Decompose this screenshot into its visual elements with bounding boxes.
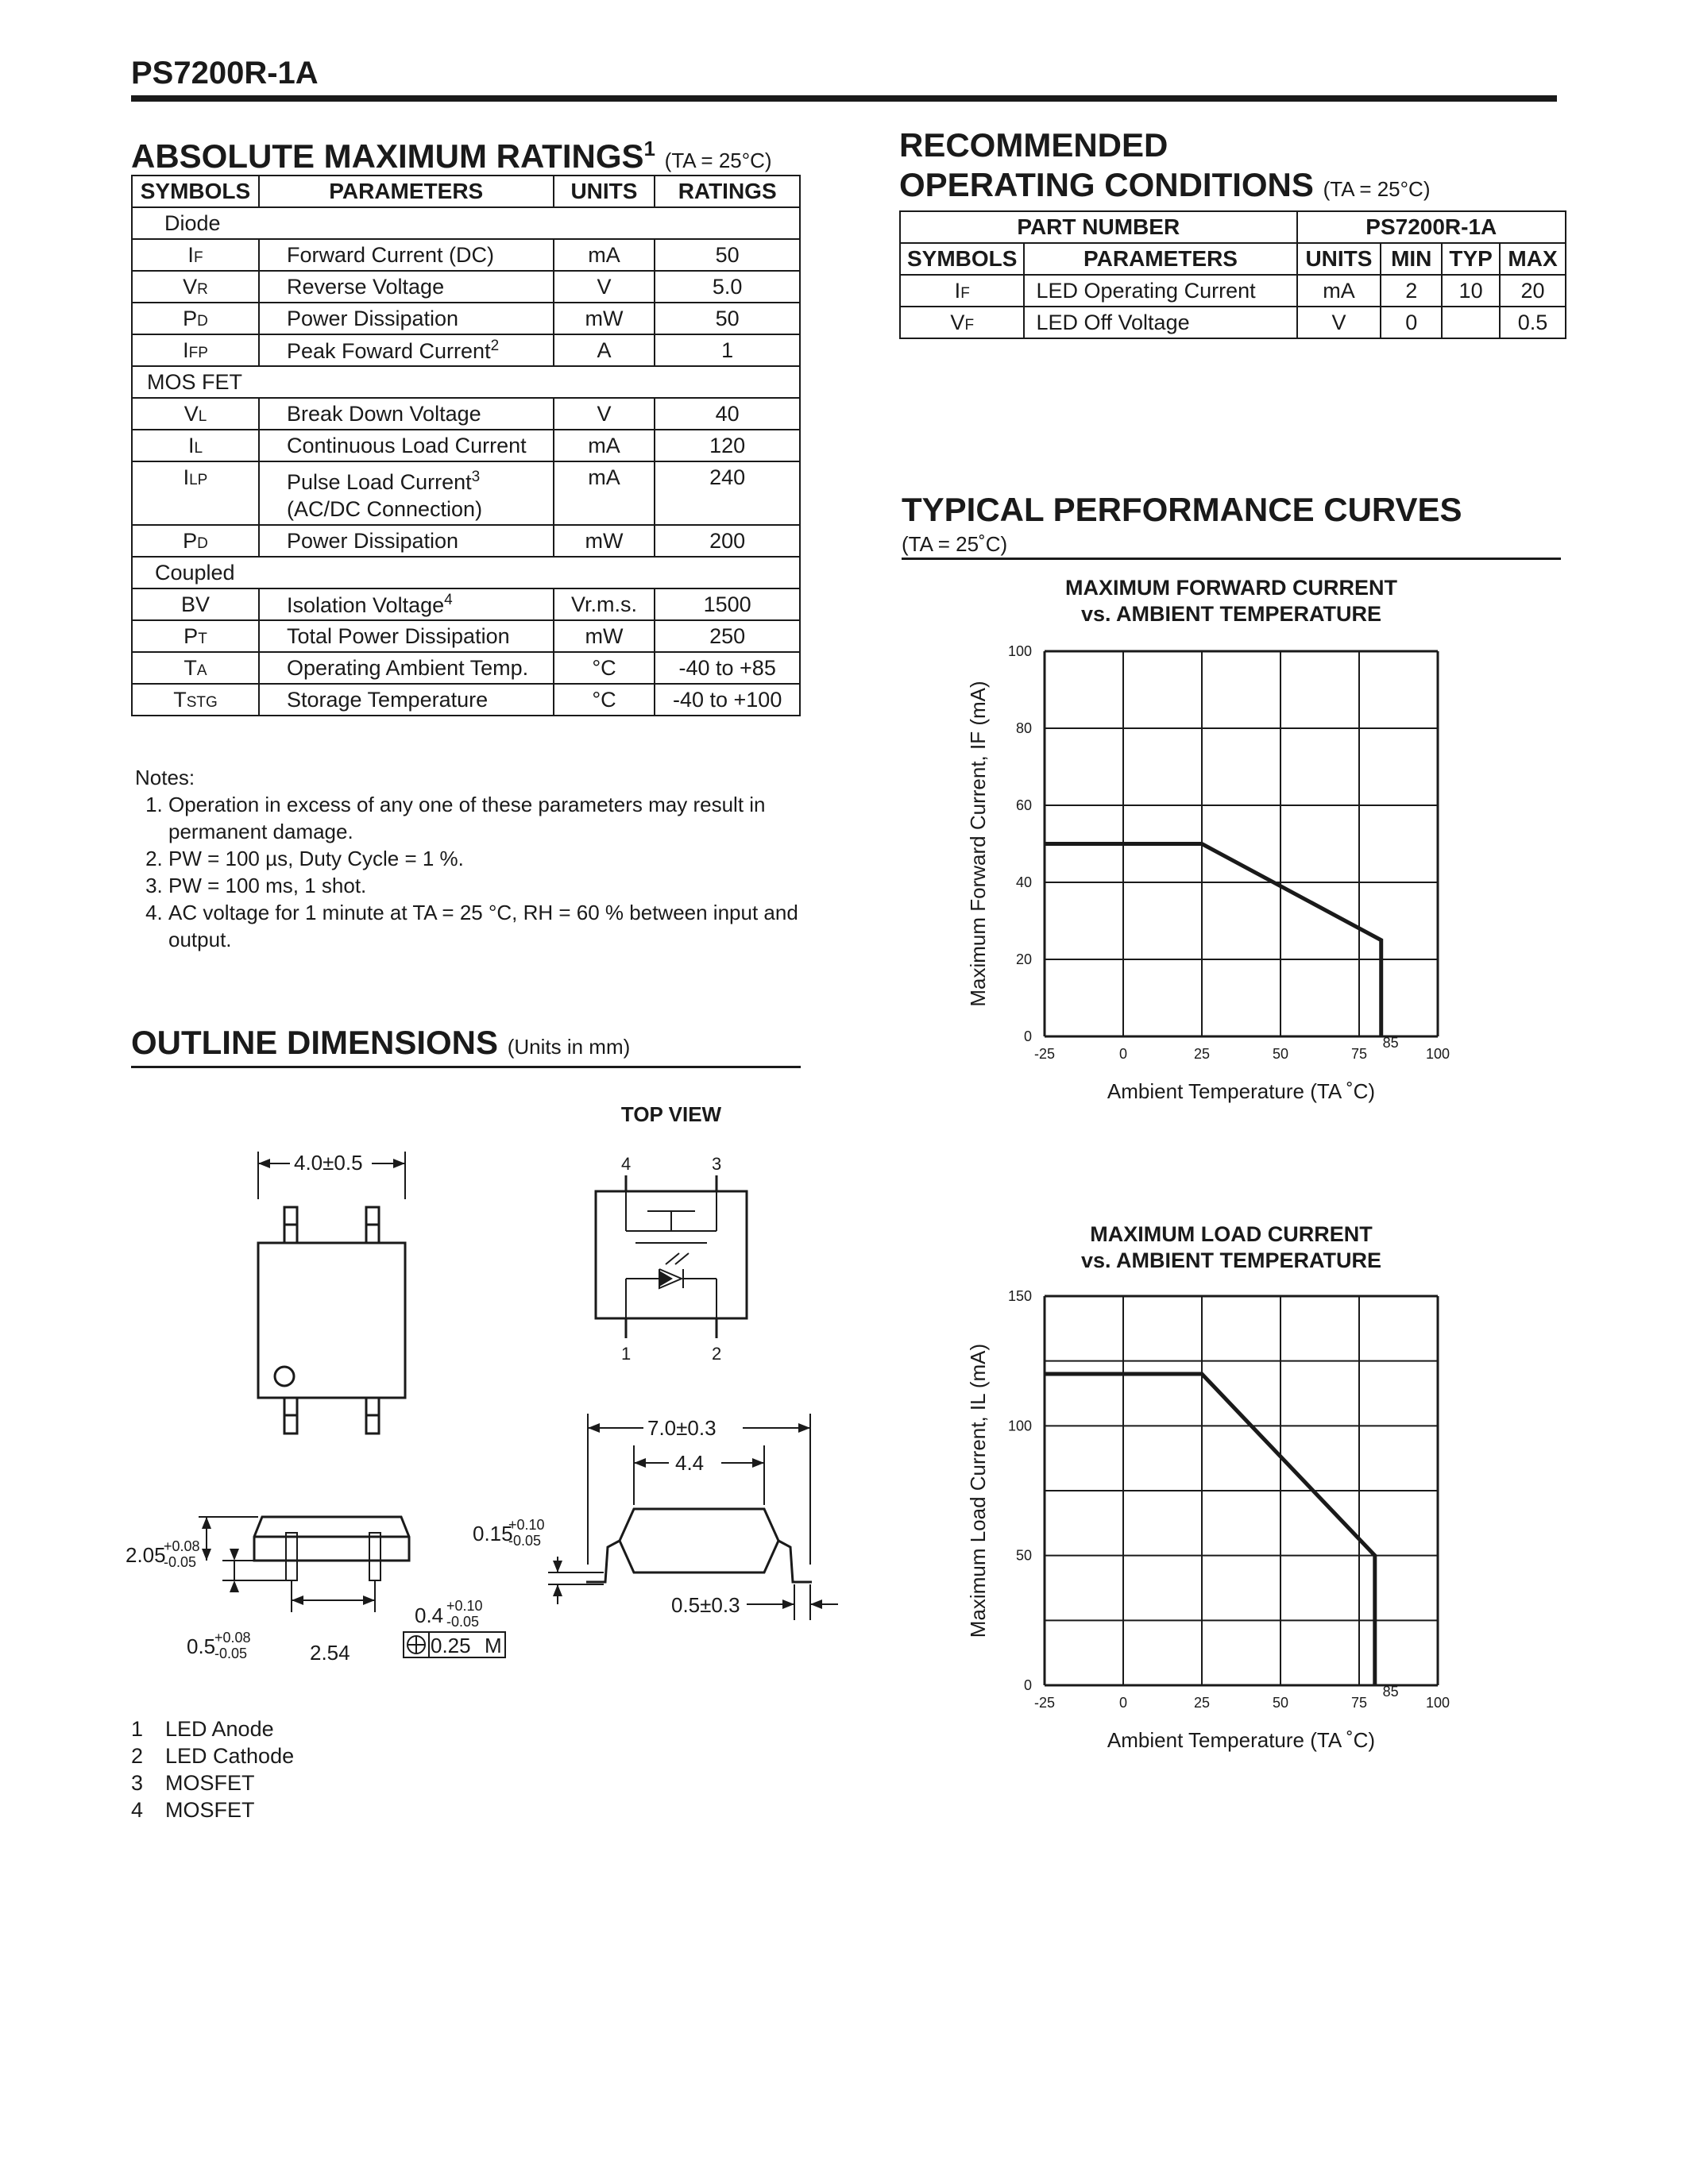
table-row	[900, 307, 1566, 338]
sym: V	[183, 401, 199, 426]
note-item: 4. AC voltage for 1 minute at TA = 25 °C, RH = 60 % between input and output.	[168, 899, 802, 953]
package-body-top	[258, 1243, 405, 1398]
unit: mA	[554, 430, 655, 461]
amr-title-sup: 1	[643, 137, 655, 160]
dim-width: 4.0±0.5	[294, 1151, 363, 1175]
roc-part-label: PART NUMBER	[900, 211, 1297, 243]
outline-rule	[131, 1066, 801, 1068]
x-axis-label: Ambient Temperature (TA ˚C)	[1107, 1728, 1376, 1752]
dim-lead-width: 0.4	[415, 1603, 444, 1627]
pin-desc: MOSFET	[165, 1771, 255, 1795]
unit: V	[554, 271, 655, 303]
min: 2	[1381, 275, 1442, 307]
sym-sub: D	[197, 312, 208, 330]
dim-mmc: M	[485, 1634, 502, 1657]
list-item	[131, 1742, 294, 1769]
sym-sub: A	[196, 662, 207, 679]
outline-title: OUTLINE DIMENSIONS	[131, 1024, 499, 1061]
dim-standoff: 0.5	[187, 1634, 216, 1658]
rating: -40 to +100	[655, 684, 800, 716]
amr-table	[131, 175, 801, 716]
notes-title: Notes:	[135, 766, 195, 789]
table-row	[132, 652, 800, 684]
pin-number: 3	[131, 1771, 144, 1795]
x-tick-label: 100	[1425, 1046, 1450, 1062]
y-tick-label: 0	[1023, 1028, 1032, 1044]
x-tick-label: -25	[1033, 1695, 1056, 1711]
table-row	[132, 684, 800, 716]
series-line-IL	[1045, 1374, 1375, 1685]
y-tick-label: 100	[1007, 1418, 1032, 1434]
roc-condition: (TA = 25°C)	[1323, 177, 1431, 201]
rating: 250	[655, 620, 800, 652]
y-axis-label: Maximum Load Current, IL (mA)	[966, 1343, 990, 1638]
table-row	[132, 334, 800, 366]
param: Power Dissipation	[286, 528, 459, 553]
dim-body: 4.4	[675, 1451, 705, 1475]
table-row	[132, 430, 800, 461]
sym: T	[173, 687, 187, 712]
param: Pulse Load Current	[286, 470, 472, 494]
dim-lead-thk-tol-minus: -0.05	[508, 1533, 542, 1549]
roc-col-symbols: SYMBOLS	[900, 243, 1024, 275]
x-tick-label: 25	[1193, 1695, 1211, 1711]
sym: P	[183, 306, 198, 330]
list-item	[131, 1769, 294, 1796]
dim-lead-thickness: 0.15	[473, 1522, 513, 1545]
dim-lead-thk-tol-plus: +0.10	[508, 1517, 545, 1533]
param-sup: 2	[490, 337, 500, 354]
dim-standoff-tol-minus: -0.05	[214, 1646, 248, 1661]
pin-list	[131, 1715, 294, 1823]
sym-sub: LP	[189, 472, 208, 488]
x-tick-label: 75	[1350, 1046, 1368, 1062]
roc-header-row	[900, 243, 1566, 275]
rating: 1	[655, 334, 800, 366]
unit: mA	[554, 239, 655, 271]
sym: V	[950, 310, 965, 334]
param: Reverse Voltage	[286, 274, 445, 299]
param: Isolation Voltage	[286, 592, 445, 617]
package-end	[620, 1509, 778, 1572]
x-tick-label: 0	[1118, 1046, 1128, 1062]
unit: V	[1297, 307, 1381, 338]
y-tick-label: 150	[1007, 1288, 1032, 1304]
sym: I	[187, 242, 194, 267]
typ	[1442, 307, 1500, 338]
param-sup: 3	[471, 469, 481, 485]
outline-condition: (Units in mm)	[507, 1035, 631, 1059]
x-tick-label: 50	[1272, 1046, 1289, 1062]
roc-heading-line1: RECOMMENDED	[899, 126, 1168, 164]
x-tick-label: 0	[1118, 1695, 1128, 1711]
pin1-marker	[275, 1367, 294, 1386]
unit: mW	[554, 303, 655, 334]
x-axis-label: Ambient Temperature (TA ˚C)	[1107, 1079, 1376, 1103]
unit: °C	[554, 684, 655, 716]
dim-foot: 0.5±0.3	[671, 1593, 740, 1617]
rating: 50	[655, 303, 800, 334]
y-tick-label: 0	[1023, 1677, 1032, 1693]
note-item: 2. PW = 100 µs, Duty Cycle = 1 %.	[168, 845, 802, 872]
sym: I	[187, 433, 195, 457]
rating: 120	[655, 430, 800, 461]
dim-pitch: 2.54	[310, 1641, 350, 1665]
amr-group-mosfet: MOS FET	[132, 366, 800, 398]
param: Operating Ambient Temp.	[286, 655, 529, 680]
sym-sub: L	[198, 407, 207, 425]
rating: 240	[655, 461, 800, 525]
unit: mA	[1297, 275, 1381, 307]
amr-header-row	[132, 176, 800, 207]
x-tick-label: 100	[1425, 1695, 1450, 1711]
sym: BV	[180, 592, 210, 616]
amr-heading	[131, 129, 772, 180]
dim-height-tol-plus: +0.08	[164, 1538, 200, 1554]
param: LED Operating Current	[1024, 275, 1296, 307]
sym-sub: STG	[186, 693, 218, 711]
max: 20	[1500, 275, 1566, 307]
table-row	[132, 271, 800, 303]
rating: -40 to +85	[655, 652, 800, 684]
unit: °C	[554, 652, 655, 684]
roc-table	[899, 210, 1566, 339]
pin-label-1: 1	[621, 1344, 632, 1364]
roc-col-typ: TYP	[1442, 243, 1500, 275]
roc-title: OPERATING CONDITIONS	[899, 166, 1314, 203]
amr-col-parameters: PARAMETERS	[259, 176, 554, 207]
y-tick-label: 20	[1015, 951, 1032, 967]
y-tick-label: 40	[1015, 874, 1032, 890]
outline-heading	[131, 1023, 630, 1067]
unit: A	[554, 334, 655, 366]
pin-number: 4	[131, 1798, 144, 1822]
y-tick-label: 50	[1015, 1547, 1032, 1564]
notes-list	[135, 791, 802, 953]
title-rule	[131, 95, 1557, 102]
sym-sub: D	[197, 534, 208, 552]
list-item	[131, 1715, 294, 1742]
tpc-heading: TYPICAL PERFORMANCE CURVES	[902, 491, 1462, 528]
top-view-label: TOP VIEW	[620, 1102, 722, 1126]
dim-lead-width-tol-minus: -0.05	[446, 1614, 480, 1630]
notes	[135, 764, 802, 953]
amr-group-diode: Diode	[132, 207, 800, 239]
dim-height: 2.05	[126, 1543, 166, 1567]
roc-col-units: UNITS	[1297, 243, 1381, 275]
param: Storage Temperature	[286, 687, 489, 712]
package-side	[254, 1517, 409, 1561]
dim-position-tol: 0.25	[431, 1634, 471, 1657]
table-row	[132, 588, 800, 620]
note-item: 3. PW = 100 ms, 1 shot.	[168, 872, 802, 899]
amr-col-ratings: RATINGS	[655, 176, 800, 207]
param-line2: (AC/DC Connection)	[286, 497, 483, 521]
y-tick-label: 100	[1007, 643, 1032, 659]
unit: V	[554, 398, 655, 430]
dim-height-tol-minus: -0.05	[164, 1554, 197, 1570]
rating: 50	[655, 239, 800, 271]
unit: mA	[554, 461, 655, 525]
x-tick-label-extra: 85	[1382, 1035, 1399, 1051]
table-row	[132, 620, 800, 652]
unit: mW	[554, 620, 655, 652]
param: Forward Current (DC)	[286, 242, 495, 267]
x-tick-label: 25	[1193, 1046, 1211, 1062]
table-row	[132, 398, 800, 430]
dim-standoff-tol-plus: +0.08	[214, 1630, 251, 1646]
rating: 5.0	[655, 271, 800, 303]
min: 0	[1381, 307, 1442, 338]
sym-sub: F	[964, 316, 975, 334]
amr-title: ABSOLUTE MAXIMUM RATINGS	[131, 137, 644, 175]
param: LED Off Voltage	[1024, 307, 1296, 338]
roc-col-max: MAX	[1500, 243, 1566, 275]
chart-load-current	[953, 1280, 1477, 1757]
y-tick-label: 80	[1015, 720, 1032, 736]
param-sup: 4	[444, 591, 453, 608]
pin-number: 2	[131, 1744, 144, 1768]
amr-col-symbols: SYMBOLS	[132, 176, 259, 207]
param: Break Down Voltage	[286, 401, 481, 426]
param: Peak Foward Current	[286, 338, 491, 363]
max: 0.5	[1500, 307, 1566, 338]
dim-lead-width-tol-plus: +0.10	[446, 1598, 483, 1614]
chart-forward-current	[953, 635, 1477, 1112]
unit: Vr.m.s.	[554, 588, 655, 620]
document-title: PS7200R-1A	[131, 56, 319, 91]
table-row	[900, 275, 1566, 307]
rating: 1500	[655, 588, 800, 620]
roc-heading-line2	[899, 165, 1430, 209]
chart2-title-line1: MAXIMUM LOAD CURRENT	[1090, 1222, 1373, 1246]
rating: 200	[655, 525, 800, 557]
unit: mW	[554, 525, 655, 557]
sym-sub: L	[194, 439, 203, 457]
note-item: 1. Operation in excess of any one of these parameters may result in permanent damage.	[168, 791, 802, 845]
roc-col-parameters: PARAMETERS	[1024, 243, 1296, 275]
pin-label-2: 2	[712, 1344, 722, 1364]
pin-label-4: 4	[621, 1154, 632, 1174]
sym: T	[183, 655, 197, 680]
param: Total Power Dissipation	[286, 623, 510, 648]
x-tick-label: -25	[1033, 1046, 1056, 1062]
series-line-IF	[1045, 844, 1381, 1037]
sym-sub: F	[960, 284, 970, 302]
list-item	[131, 1796, 294, 1823]
table-row	[132, 239, 800, 271]
sym-sub: T	[198, 630, 207, 647]
amr-group-coupled: Coupled	[132, 557, 800, 588]
typ: 10	[1442, 275, 1500, 307]
sym: P	[183, 623, 199, 648]
chart1-title	[1017, 575, 1446, 627]
amr-condition: (TA = 25°C)	[664, 149, 772, 172]
pin-number: 1	[131, 1717, 144, 1741]
sym-sub: R	[197, 280, 208, 298]
roc-part-value: PS7200R-1A	[1297, 211, 1566, 243]
sym-sub: FP	[188, 344, 208, 361]
table-row	[132, 303, 800, 334]
x-tick-label: 50	[1272, 1695, 1289, 1711]
chart2-title	[1017, 1221, 1446, 1274]
roc-col-min: MIN	[1381, 243, 1442, 275]
chart1-title-line2: vs. AMBIENT TEMPERATURE	[1080, 602, 1382, 626]
sym: I	[183, 465, 190, 489]
y-tick-label: 60	[1015, 797, 1032, 813]
pin-desc: LED Cathode	[165, 1744, 295, 1768]
amr-col-units: UNITS	[554, 176, 655, 207]
x-tick-label-extra: 85	[1382, 1684, 1399, 1700]
sym: P	[183, 528, 198, 553]
chart2-title-line2: vs. AMBIENT TEMPERATURE	[1080, 1248, 1382, 1272]
sym: I	[954, 278, 961, 303]
x-tick-label: 75	[1350, 1695, 1368, 1711]
sym: I	[183, 338, 189, 362]
tpc-condition: (TA = 25˚C)	[902, 532, 1008, 556]
tpc-rule	[902, 558, 1561, 560]
pin-desc: MOSFET	[165, 1798, 255, 1822]
dim-overall: 7.0±0.3	[647, 1416, 717, 1440]
sym: V	[183, 274, 198, 299]
param: Continuous Load Current	[286, 433, 527, 457]
chart1-title-line1: MAXIMUM FORWARD CURRENT	[1065, 576, 1397, 600]
outline-drawing	[119, 1096, 866, 1700]
y-axis-label: Maximum Forward Current, IF (mA)	[966, 681, 990, 1007]
param: Power Dissipation	[286, 306, 459, 330]
rating: 40	[655, 398, 800, 430]
pin-desc: LED Anode	[165, 1717, 274, 1741]
sym-sub: F	[193, 249, 203, 266]
table-row	[132, 461, 800, 525]
table-row	[132, 525, 800, 557]
pin-label-3: 3	[712, 1154, 722, 1174]
